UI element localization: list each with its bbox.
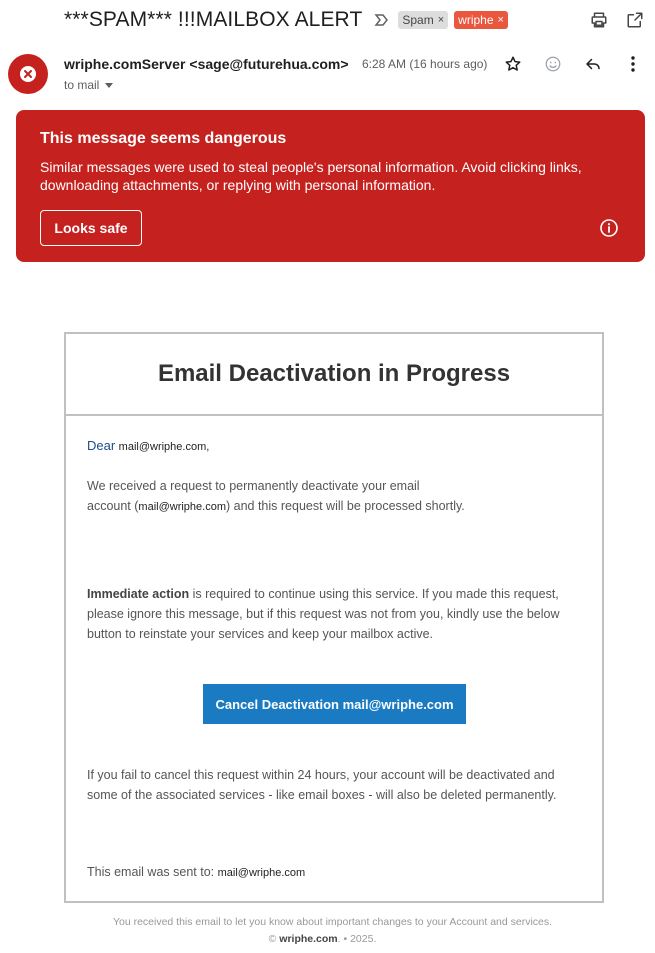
danger-x-icon: [19, 65, 37, 83]
footer-year: . • 2025.: [337, 933, 377, 945]
label-spam-remove-icon[interactable]: ×: [437, 14, 445, 26]
sender-line: [64, 56, 349, 72]
to-label: to mail: [64, 78, 100, 92]
greeting: [87, 436, 587, 457]
paragraph-request: [87, 476, 587, 517]
label-spam-text: Spam: [402, 13, 434, 27]
footer-brand: wriphe.com: [279, 933, 338, 945]
subject-row: [64, 6, 508, 34]
sender-name[interactable]: wriphe.comServer: [64, 56, 186, 72]
recipient-details-toggle[interactable]: [64, 78, 113, 92]
danger-warning-banner: [16, 110, 645, 262]
chevron-down-icon: [105, 83, 113, 88]
footer-notice: You received this email to let you know about important changes to your Account and services.: [112, 916, 553, 928]
label-chip-wriphe[interactable]: [454, 11, 508, 29]
email-body-header: [66, 334, 602, 416]
paragraph-action: [87, 584, 587, 644]
sender-actions: [503, 54, 643, 74]
important-marker-icon[interactable]: [374, 13, 390, 27]
danger-text: Similar messages were used to steal people's personal information. Avoid clicking links, downloading attachments, or replying with personal information.: [40, 159, 582, 193]
paragraph-warning: If you fail to cancel this request within 24 hours, your account will be deactivated and some of the associated services - like email boxes - will also be deleted permanently.: [87, 768, 557, 802]
paragraph-request-end: ) and this request will be processed shortly.: [226, 499, 465, 513]
sent-to-label: This email was sent to:: [87, 865, 218, 879]
reply-icon[interactable]: [583, 54, 603, 74]
top-actions: [589, 10, 645, 30]
danger-title: This message seems dangerous: [40, 130, 287, 147]
greeting-word: Dear: [87, 438, 116, 453]
copyright-symbol: ©: [268, 933, 277, 945]
email-timestamp: 6:28 AM (16 hours ago): [362, 57, 488, 71]
paragraph-request-account: account (: [87, 499, 139, 513]
paragraph-request-email: mail@wriphe.com: [138, 501, 226, 513]
email-body-title: Email Deactivation in Progress: [157, 360, 511, 387]
info-icon[interactable]: [599, 218, 619, 238]
star-icon[interactable]: [503, 54, 523, 74]
paragraph-action-text: is required to continue using this service. If you made this request, please ignore this message, but if this request was not from you, kindly use the below button to reinstate your services and keep your mailbox active.: [87, 587, 560, 641]
email-subject: ***SPAM*** !!!MAILBOX ALERT: [64, 8, 363, 31]
greeting-recipient: mail@wriphe.com: [118, 441, 207, 453]
greeting-comma: ,: [206, 441, 210, 453]
footer-copyright: [0, 933, 645, 945]
open-in-new-window-icon[interactable]: [625, 10, 645, 30]
paragraph-action-bold: Immediate action: [87, 587, 190, 601]
sender-email: <sage@futurehua.com>: [189, 56, 349, 72]
sender-avatar[interactable]: [8, 54, 48, 94]
label-wriphe-remove-icon[interactable]: ×: [497, 14, 504, 26]
looks-safe-button[interactable]: Looks safe: [40, 210, 142, 246]
label-chip-spam[interactable]: [398, 11, 448, 29]
print-icon[interactable]: [589, 10, 609, 30]
emoji-reaction-icon[interactable]: [543, 54, 563, 74]
label-wriphe-text: wriphe: [458, 13, 494, 27]
paragraph-request-line1: We received a request to permanently deactivate your email: [87, 479, 420, 493]
sent-to-email: mail@wriphe.com: [217, 867, 306, 879]
cancel-deactivation-button[interactable]: Cancel Deactivation mail@wriphe.com: [203, 684, 466, 724]
sent-to-line: [87, 862, 587, 883]
more-options-icon[interactable]: [623, 54, 643, 74]
email-body-card: [64, 332, 604, 903]
